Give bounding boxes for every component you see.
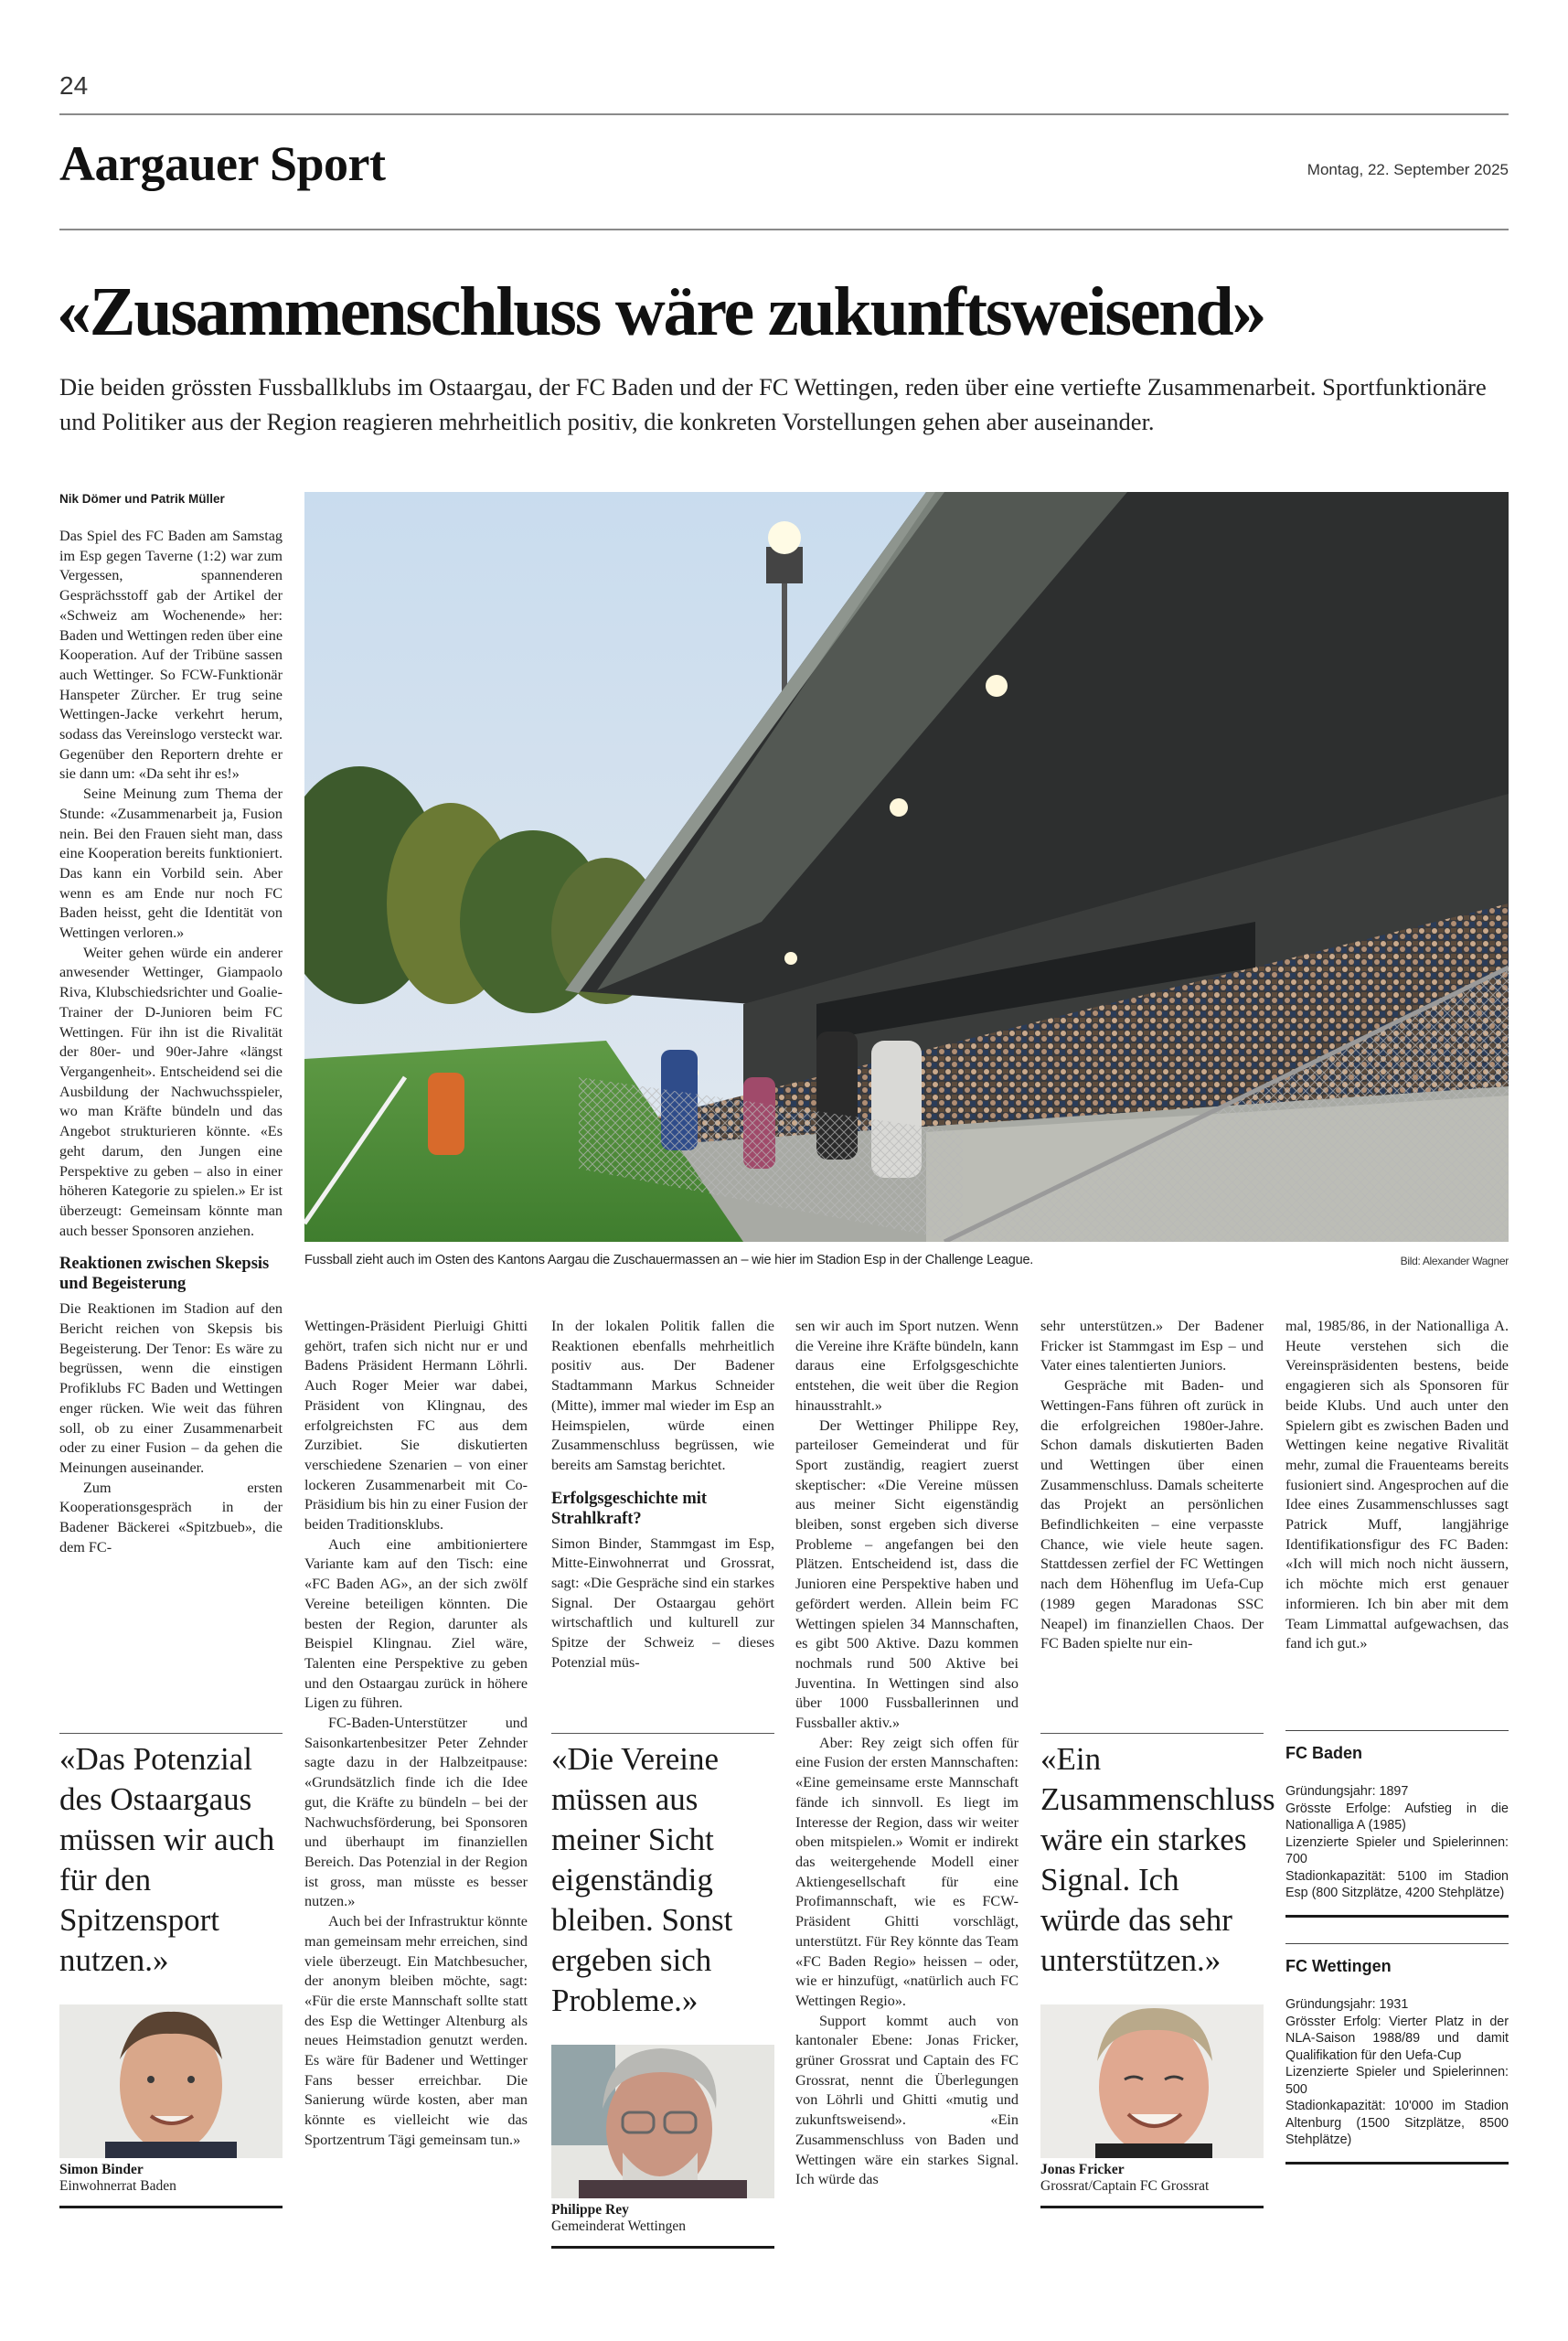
divider	[1285, 1915, 1509, 1918]
paragraph: Seine Meinung zum Thema der Stunde: «Zusammenarbeit ja, Fusion nein. Bei den Frauen sieht man, dass eine Kooperation bereits funktioniert. Das kann ein Vorbild sein. Aber wenn es am Ende nur noch FC Baden heisst, geht die Identität von Wettingen verloren.»	[59, 786, 283, 942]
divider	[1285, 1730, 1509, 1731]
quote-person-name: Jonas Fricker	[1040, 2162, 1125, 2177]
divider	[1040, 2206, 1264, 2208]
divider	[1040, 1733, 1264, 1734]
paragraph: Gespräche mit Baden- und Wettingen-Fans führen oft zurück in die erfolgreichen 1980er-Jahre. Schon damals diskutierten Baden und Wettingen über einen Zusammenschluss. Damals scheiterte das Projekt an persönlichen Befindlichkeiten – eine verpasste Chance, wie viele heute sagen. Stattdessen zerfiel der FC Wettingen nach dem Höhenflug im Uefa-Cup (1989 gegen Maradonas SSC Neapel) im finanziellen Chaos. Der FC Baden spielte nur ein-	[1040, 1377, 1264, 1652]
divider	[1285, 1943, 1509, 1944]
quote-person-role: Gemeinderat Wettingen	[551, 2218, 686, 2234]
article-column-1	[59, 527, 283, 1557]
divider	[1285, 2162, 1509, 2165]
person-icon	[551, 2045, 774, 2198]
paragraph: Auch eine ambitioniertere Variante kam auf den Tisch: eine «FC Baden AG», an der sich zwölf Vereine beteiligen könnten. Die besten der Region, darunter als Beispiel Klingnau. Ziel wäre, Talenten eine Perspektive zu geben und den Ostaargau zurück in höhere Ligen zu führen.	[304, 1535, 528, 1712]
paragraph: Zum ersten Kooperationsgespräch in der Badener Bäckerei «Spitzbueb», die dem FC-	[59, 1479, 283, 1555]
section-title: Aargauer Sport	[59, 136, 386, 191]
fact-item: Lizenzierte Spieler und Spielerinnen: 700	[1285, 1834, 1509, 1866]
paragraph: Aber: Rey zeigt sich offen für eine Fusion der ersten Mannschaften: «Eine gemeinsame erste Mannschaft fände ich sinnvoll. Es liegt im Interesse der Region, dass wir weiter oben mitspielen.» Womit er indirekt das weitergehende Modell einer Aktiengesellschaft für eine Profimannschaft, wie es FCW-Präsident Ghitti vorschlägt, unterstützt. Für Rey könnte das Team «FC Baden Regio» heissen – oder, wie er hinzufügt, «natürlich auch FC Wettingen Regio».	[795, 1734, 1019, 2009]
subheading: Erfolgsgeschichte mit Strahlkraft?	[551, 1489, 708, 1528]
divider	[551, 1733, 774, 1734]
portrait-photo	[1040, 2004, 1264, 2158]
paragraph: Die Reaktionen im Stadion auf den Bericht reichen von Skepsis bis Begeisterung. Der Tenor: Es wäre zu begrüssen, wenn die einstigen Profiklubs FC Baden und Wettingen enger rücken. Wie weit das führen soll, ob zu einer Zusammenarbeit oder zu einer Fusion – da gehen die Meinungen auseinander.	[59, 1300, 283, 1476]
fact-item: Stadionkapazität: 10'000 im Stadion Altenburg (1500 Sitzplätze, 8500 Stehplätze)	[1285, 2099, 1509, 2147]
paragraph: In der lokalen Politik fallen die Reaktionen ebenfalls mehrheitlich positiv aus. Der Badener Stadtammann Markus Schneider (Mitte), immer mal wieder im Esp an Heimspielen, würde einen Zusammenschluss begrüssen, wie bereits am Samstag berichtet.	[551, 1318, 774, 1473]
paragraph: Support kommt auch von kantonaler Ebene: Jonas Fricker, grüner Grossrat und Captain des FC Grossrat, nennt die Überlegungen von Löhrli und Ghitti «mutig und zukunftsweisend». «Ein Zusammenschluss von Baden und Wettingen wäre ein starkes Signal. Ich würde das	[795, 2012, 1019, 2188]
photo-caption: Fussball zieht auch im Osten des Kantons Aargau die Zuschauermassen an – wie hier im Stadion Esp in der Challenge League.	[304, 1253, 1034, 1267]
article-headline: «Zusammenschluss wäre zukunftsweisend»	[57, 273, 1265, 350]
fact-item: Grösste Erfolge: Aufstieg in die Nationalliga A (1985)	[1285, 1801, 1509, 1833]
paragraph: sen wir auch im Sport nutzen. Wenn die Vereine ihre Kräfte bündeln, kann daraus eine Erfolgsgeschichte entstehen, die weit über die Region hinausstrahlt.»	[795, 1318, 1019, 1414]
page-number: 24	[59, 71, 89, 100]
pull-quote	[1040, 1733, 1275, 2208]
divider	[59, 2206, 283, 2208]
quote-person-role: Einwohnerrat Baden	[59, 2178, 176, 2194]
paragraph: Auch bei der Infrastruktur könnte man gemeinsam mehr erreichen, sind viele überzeugt. Ein Matchbesucher, der anonym bleiben möchte, sagt: «Für die erste Mannschaft sollte statt des Esp die Wettinger Altenburg als neues Heimstadion genutzt werden. Es wäre für Badener und Wettinger Fans besser erreichbar. Die Sanierung würde kosten, aber man könnte es vielleicht wie das Sportzentrum Tägi gemeinsam tun.»	[304, 1913, 528, 2148]
divider	[551, 2246, 774, 2249]
byline: Nik Dömer und Patrik Müller	[59, 492, 225, 506]
pull-quote	[551, 1733, 774, 2249]
stadium-photo-illustration	[304, 492, 1509, 1242]
paragraph: Simon Binder, Stammgast im Esp, Mitte-Einwohnerrat und Grossrat, sagt: «Die Gespräche sind ein starkes Signal. Der Ostaargau gehört wirtschaftlich und kulturell zur Spitze der Schweiz – dieses Potenzial müs-	[551, 1534, 774, 1671]
divider	[59, 1733, 283, 1734]
article-lead: Die beiden grössten Fussballklubs im Ostaargau, der FC Baden und der FC Wettingen, reden über eine vertiefte Zusammenarbeit. Sportfunktionäre und Politiker aus der Region reagieren mehrheitlich positiv, die konkreten Vorstellungen gehen aber auseinander.	[59, 373, 1487, 435]
fact-item: Gründungsjahr: 1897	[1285, 1784, 1409, 1799]
factbox-title: FC Wettingen	[1285, 1957, 1392, 1975]
paragraph: mal, 1985/86, in der Nationalliga A. Heute verstehen sich die Vereinspräsidenten bestens, beide engagieren sich als Sponsoren für beide Klubs. Und auch unter den Spielern gibt es zwischen Baden und Wettingen keine negative Rivalität mehr, zumal die Frauenteams bereits fusioniert sind. Angesprochen auf die Idee eines Zusammenschlusses sagt Patrick Muff, langjährige Identifikationsfigur des FC Baden: «Ich will mich noch nicht äussern, ich möchte mich erst genauer informieren. Ich bin aber mit dem Team Limmattal aufgewachsen, das fand ich gut.»	[1285, 1318, 1509, 1652]
paragraph: Weiter gehen würde ein anderer anwesender Wettinger, Giampaolo Riva, Klubschiedsrichter und Goalie-Trainer der D-Junioren beim FC Wettingen. Für ihn ist die Rivalität der 80er- und 90er-Jahre «längst Vergangenheit». Entscheidend sei die Ausbildung der Nachwuchsspieler, wo man Kräfte bündeln und das Angebot strukturieren könnte. «Es geht darum, den Jungen eine Perspektive zu geben – also in einer höheren Kategorie zu spielen.» Er ist überzeugt: Gemeinsam könnte man auch besser Sponsoren anziehen.	[59, 944, 283, 1239]
fact-item: Lizenzierte Spieler und Spielerinnen: 500	[1285, 2065, 1509, 2097]
portrait-photo	[551, 2045, 774, 2198]
pull-quote-text: «Das Potenzial des Ostaargaus müssen wir auch für den Spitzensport nutzen.»	[59, 1741, 275, 1978]
paragraph: Das Spiel des FC Baden am Samstag im Esp gegen Taverne (1:2) war zum Vergessen, spannenderen Gesprächsstoff gab der Artikel der «Schweiz am Wochenende» her: Baden und Wettingen reden über eine Kooperation. Auf der Tribüne sassen auch Wettinger. So FCW-Funktionär Hanspeter Zürcher. Er trug seine Wettingen-Jacke verkehrt herum, sodass das Vereinslogo versteckt war. Gegenüber den Reportern drehte er sie dann um: «Da seht ihr es!»	[59, 528, 283, 783]
stadium-photo	[304, 492, 1509, 1242]
fact-item: Gründungsjahr: 1931	[1285, 1997, 1409, 2012]
person-icon	[59, 2004, 283, 2158]
paragraph: Wettingen-Präsident Pierluigi Ghitti gehört, trafen sich nicht nur er und Badens Präsident Hermann Löhrli. Auch Roger Meier war dabei, Präsident von Klingnau, des erfolgreichsten FC aus dem Zurzibiet. Sie diskutierten verschiedene Szenarien – von einer lockeren Zusammenarbeit mit Co-Präsidium bis hin zu einer Fusion der beiden Traditionsklubs.	[304, 1318, 528, 1534]
article-column-2	[304, 1317, 528, 2151]
portrait-photo	[59, 2004, 283, 2158]
paragraph: sehr unterstützen.» Der Badener Fricker ist Stammgast im Esp – und Vater eines talentierten Juniors.	[1040, 1318, 1264, 1374]
paragraph: FC-Baden-Unterstützer und Saisonkartenbesitzer Peter Zehnder sagte dazu in der Halbzeitpause: «Grundsätzlich finde ich die Idee gut, die Kräfte zu bündeln – bei der Nachwuchsförderung, bei Sponsoren und überhaupt im finanziellen Bereich. Das Potenzial in der Region ist gross, man müsste es besser nutzen.»	[304, 1715, 528, 1910]
quote-person-name: Philippe Rey	[551, 2202, 629, 2218]
quote-person-role: Grossrat/Captain FC Grossrat	[1040, 2178, 1210, 2194]
header-rule-bottom	[59, 229, 1509, 230]
factbox-title: FC Baden	[1285, 1744, 1363, 1762]
fact-item: Stadionkapazität: 5100 im Stadion Esp (800 Sitzplätze, 4200 Stehplätze)	[1285, 1868, 1509, 1900]
photo-credit: Bild: Alexander Wagner	[1400, 1255, 1509, 1267]
pull-quote-text: «Ein Zusammenschluss wäre ein starkes Signal. Ich würde das sehr unterstützen.»	[1040, 1741, 1275, 1978]
article-column-6	[1285, 1317, 1509, 1654]
pull-quote-text: «Die Vereine müssen aus meiner Sicht eigenständig bleiben. Sonst ergeben sich Probleme.»	[551, 1741, 733, 2018]
person-icon	[1040, 2004, 1264, 2158]
factbox-fc-wettingen	[1285, 1943, 1509, 2165]
fact-item: Grösster Erfolg: Vierter Platz in der NLA-Saison 1988/89 und damit Qualifikation für den Uefa-Cup	[1285, 2014, 1509, 2063]
article-column-4	[795, 1317, 1019, 2190]
article-column-5	[1040, 1317, 1264, 1654]
header-rule-top	[59, 113, 1509, 115]
paragraph: Der Wettinger Philippe Rey, parteiloser Gemeinderat und für Sport zuständig, reagiert zuerst skeptischer: «Die Vereine müssen aus meiner Sicht eigenständig bleiben, sonst ergeben sich diverse Probleme – angefangen bei den Plätzen. Entscheidend ist, dass die Junioren eine Perspektive haben und gefördert werden. Allein beim FC Wettingen spielen 34 Mannschaften, es gibt 500 Aktive. Dazu kommen nochmals rund 500 Aktive bei Juventina. In Wettingen sind also über 1000 Fussballerinnen und Fussballer aktiv.»	[795, 1416, 1019, 1732]
issue-date: Montag, 22. September 2025	[1307, 161, 1509, 178]
factbox-fc-baden	[1285, 1730, 1509, 1918]
article-column-3	[551, 1317, 774, 1673]
subheading: Reaktionen zwischen Skepsis und Begeisterung	[59, 1255, 270, 1294]
quote-person-name: Simon Binder	[59, 2162, 144, 2177]
pull-quote	[59, 1733, 283, 2208]
